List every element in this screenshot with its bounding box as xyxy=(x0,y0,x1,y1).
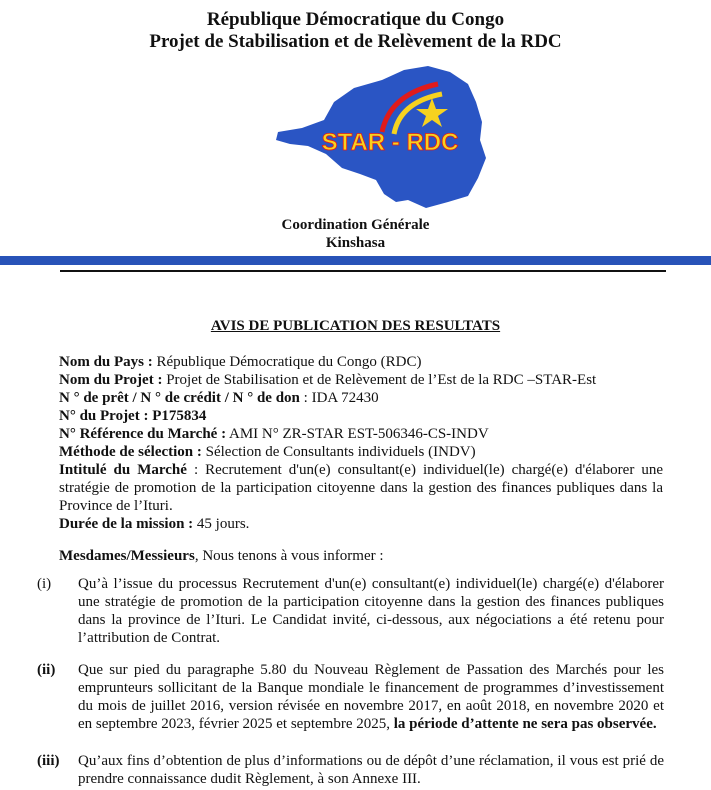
field-duree: Durée de la mission : 45 jours. xyxy=(59,516,250,532)
field-num-projet: N° du Projet : P175834 xyxy=(59,408,207,424)
item-number: (iii) xyxy=(37,753,60,769)
item-number: (i) xyxy=(37,576,52,592)
notice-title: AVIS DE PUBLICATION DES RESULTATS xyxy=(210,318,501,334)
field-intitule: Intitulé du Marché : Recrutement d'un(e) consultant(e) individuel(le) chargé(e) d'élaborer une stratégie de promotion de la participation citoyenne dans la gestion des finances publiques dans la Province de l’Ituri. xyxy=(59,462,663,514)
item-text: Qu’à l’issue du processus Recrutement d'un(e) consultant(e) individuel(le) chargé(e) d'élaborer une stratégie de promotion de la participation citoyenne dans la gestion des finances publiques dans la province de l’Ituri. Le Candidat invité, ci-dessous, aux négociations a été retenu pour l’attribution de Contrat. xyxy=(78,576,664,646)
field-reference: N° Référence du Marché : AMI N° ZR-STAR EST-506346-CS-INDV xyxy=(59,426,489,442)
field-pays: Nom du Pays : République Démocratique du Congo (RDC) xyxy=(59,354,422,370)
city-label: Kinshasa xyxy=(325,235,386,251)
field-methode: Méthode de sélection : Sélection de Consultants individuels (INDV) xyxy=(59,444,476,460)
greeting: Mesdames/Messieurs, Nous tenons à vous informer : xyxy=(59,548,384,564)
header-project: Projet de Stabilisation et de Relèvement de la RDC xyxy=(149,31,562,52)
header-republic: République Démocratique du Congo xyxy=(206,9,505,30)
field-projet: Nom du Projet : Projet de Stabilisation et de Relèvement de l’Est de la RDC –STAR-Est xyxy=(59,372,597,388)
field-pret: N ° de prêt / N ° de crédit / N ° de don : IDA 72430 xyxy=(59,390,379,406)
black-rule-divider xyxy=(60,270,666,272)
item-number: (ii) xyxy=(37,662,56,678)
star-rdc-logo xyxy=(272,62,498,212)
blue-band-divider xyxy=(0,256,711,265)
coordination-label: Coordination Générale xyxy=(281,217,430,233)
logo-text: STAR - RDC xyxy=(321,129,459,156)
item-text: Qu’aux fins d’obtention de plus d’informations ou de dépôt d’une réclamation, il vous est prié de prendre connaissance dudit Règlement, à son Annexe III. xyxy=(78,753,664,787)
item-text: Que sur pied du paragraphe 5.80 du Nouveau Règlement de Passation des Marchés pour les emprunteurs sollicitant de la Banque mondiale le financement de programmes d’investissement du mois de juillet 2016, version révisée en novembre 2017, en août 2018, en novembre 2020 et en septembre 2023, février 2025 et septembre 2025, la période d’attente ne sera pas observée. xyxy=(78,662,664,732)
